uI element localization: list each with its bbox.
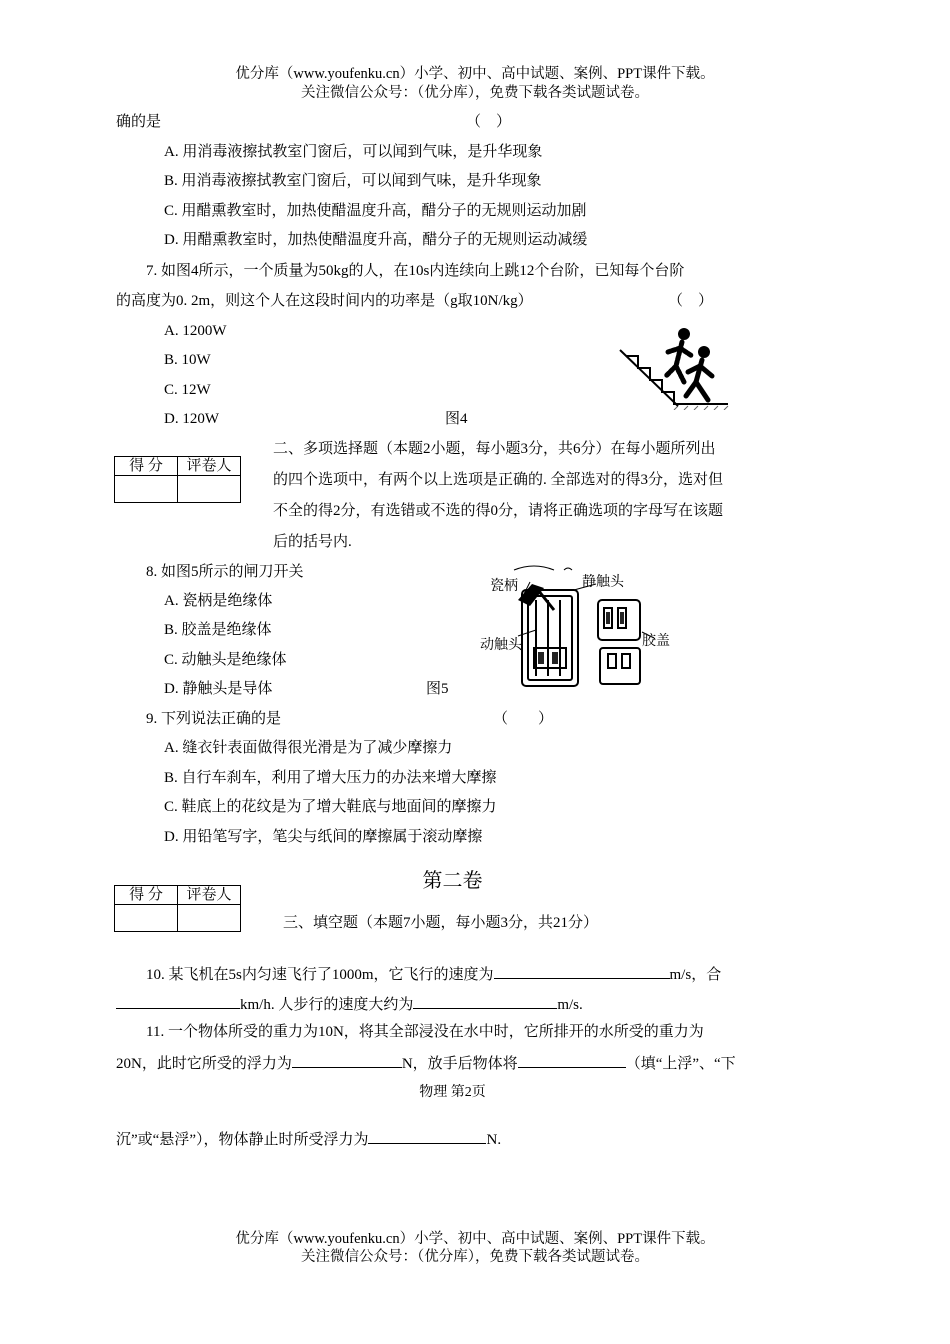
score-box-1 bbox=[114, 456, 241, 503]
section-2-line-4: 后的括号内. bbox=[273, 534, 352, 550]
q11-line-2 bbox=[116, 1052, 736, 1074]
q9-paren: （ ） bbox=[493, 711, 554, 727]
q10-line-1 bbox=[146, 963, 721, 985]
score-box-2-score-cell bbox=[115, 905, 178, 932]
q6-paren: （ ） bbox=[466, 114, 512, 130]
q10-text-1: 10. 某飞机在5s内匀速飞行了1000m，它飞行的速度为 bbox=[146, 967, 494, 983]
section-3-heading: 三、填空题（本题7小题，每小题3分，共21分） bbox=[283, 915, 599, 931]
score-box-2-score-label: 得 分 bbox=[115, 886, 178, 905]
q9-option-d: D. 用铅笔写字，笔尖与纸间的摩擦属于滚动摩擦 bbox=[164, 829, 483, 845]
q11-line-3 bbox=[116, 1128, 501, 1150]
score-box-2-grader-cell bbox=[178, 905, 241, 932]
figure-5-knife-switch bbox=[478, 560, 678, 690]
part-2-title: 第二卷 bbox=[422, 870, 483, 892]
label-static-contact: 静触头 bbox=[582, 573, 624, 589]
header-line-2: 关注微信公众号：（优分库），免费下载各类试题试卷。 bbox=[301, 85, 649, 101]
label-moving-contact: 动触头 bbox=[480, 636, 522, 652]
q9-option-c: C. 鞋底上的花纹是为了增大鞋底与地面间的摩擦力 bbox=[164, 799, 497, 815]
q11-line-1: 11. 一个物体所受的重力为10N，将其全部浸没在水中时，它所排开的水所受的重力为 bbox=[146, 1024, 704, 1040]
section-2-line-1: 二、多项选择题（本题2小题，每小题3分，共6分）在每小题所列出 bbox=[273, 441, 716, 457]
q6-option-c: C. 用醋熏教室时，加热使醋温度升高，醋分子的无规则运动加剧 bbox=[164, 203, 587, 219]
figure-4-stairs-image bbox=[618, 326, 730, 410]
q7-option-d: D. 120W bbox=[164, 411, 219, 427]
q6-option-b: B. 用消毒液擦拭教室门窗后，可以闻到气味，是升华现象 bbox=[164, 173, 542, 189]
score-box-1-score-label: 得 分 bbox=[115, 457, 178, 476]
score-box-1-grader-cell bbox=[178, 476, 241, 503]
q6-option-a: A. 用消毒液擦拭教室门窗后，可以闻到气味，是升华现象 bbox=[164, 144, 543, 160]
q7-option-a: A. 1200W bbox=[164, 323, 227, 339]
q10-line-2 bbox=[116, 993, 583, 1015]
q11-text-4: （填“上浮”、“下 bbox=[625, 1056, 736, 1072]
q11-blank-2[interactable] bbox=[518, 1052, 626, 1068]
label-porcelain-handle: 瓷柄 bbox=[490, 577, 518, 593]
q8-option-a: A. 瓷柄是绝缘体 bbox=[164, 593, 273, 609]
q7-option-b: B. 10W bbox=[164, 352, 211, 368]
q10-text-2: m/s，合 bbox=[669, 967, 722, 983]
q11-blank-3[interactable] bbox=[368, 1128, 486, 1144]
figure-4-caption: 图4 bbox=[445, 411, 468, 427]
q10-blank-1[interactable] bbox=[494, 963, 670, 979]
q7-option-c: C. 12W bbox=[164, 382, 211, 398]
q9-option-a: A. 缝衣针表面做得很光滑是为了减少摩擦力 bbox=[164, 740, 453, 756]
q8-option-c: C. 动触头是绝缘体 bbox=[164, 652, 287, 668]
q7-line-2: 的高度为0. 2m，则这个人在这段时间内的功率是（g取10N/kg） bbox=[116, 293, 533, 309]
q10-blank-3[interactable] bbox=[413, 993, 557, 1009]
q11-text-5: 沉”或“悬浮”），物体静止时所受浮力为 bbox=[116, 1132, 369, 1148]
bottom-header-line-1: 优分库（www.youfenku.cn）小学、初中、高中试题、案例、PPT课件下载。 bbox=[235, 1231, 715, 1247]
q8-stem: 8. 如图5所示的闸刀开关 bbox=[146, 564, 304, 580]
header-line-1: 优分库（www.youfenku.cn）小学、初中、高中试题、案例、PPT课件下载。 bbox=[235, 66, 715, 82]
q11-text-6: N. bbox=[486, 1132, 502, 1148]
page-footer: 物理 第2页 bbox=[419, 1085, 486, 1100]
q10-blank-2[interactable] bbox=[116, 993, 240, 1009]
q11-text-3: N，放手后物体将 bbox=[401, 1056, 518, 1072]
q9-option-b: B. 自行车刹车，利用了增大压力的办法来增大摩擦 bbox=[164, 770, 497, 786]
q8-option-d: D. 静触头是导体 bbox=[164, 681, 273, 697]
q7-line-1: 7. 如图4所示，一个质量为50kg的人，在10s内连续向上跳12个台阶，已知每个台阶 bbox=[146, 263, 685, 279]
section-2-line-2: 的四个选项中，有两个以上选项是正确的. 全部选对的得3分，选对但 bbox=[273, 472, 724, 488]
q11-text-2: 20N，此时它所受的浮力为 bbox=[116, 1056, 292, 1072]
score-box-1-score-cell bbox=[115, 476, 178, 503]
q8-option-b: B. 胶盖是绝缘体 bbox=[164, 622, 272, 638]
q11-blank-1[interactable] bbox=[292, 1052, 402, 1068]
q10-text-3: km/h. 人步行的速度大约为 bbox=[240, 997, 414, 1013]
q9-stem: 9. 下列说法正确的是 bbox=[146, 711, 282, 727]
section-2-line-3: 不全的得2分，有选错或不选的得0分，请将正确选项的字母写在该题 bbox=[273, 503, 724, 519]
q6-tail: 确的是 bbox=[116, 114, 162, 130]
q6-option-d: D. 用醋熏教室时，加热使醋温度升高，醋分子的无规则运动减缓 bbox=[164, 232, 588, 248]
q10-text-4: m/s. bbox=[557, 997, 583, 1013]
figure-5-caption: 图5 bbox=[426, 681, 449, 697]
bottom-header-line-2: 关注微信公众号：（优分库），免费下载各类试题试卷。 bbox=[301, 1249, 649, 1265]
label-rubber-cover: 胶盖 bbox=[642, 632, 670, 648]
score-box-2 bbox=[114, 885, 241, 932]
score-box-1-grader-label: 评卷人 bbox=[178, 457, 241, 476]
score-box-2-grader-label: 评卷人 bbox=[178, 886, 241, 905]
q7-paren: （ ） bbox=[668, 293, 714, 309]
